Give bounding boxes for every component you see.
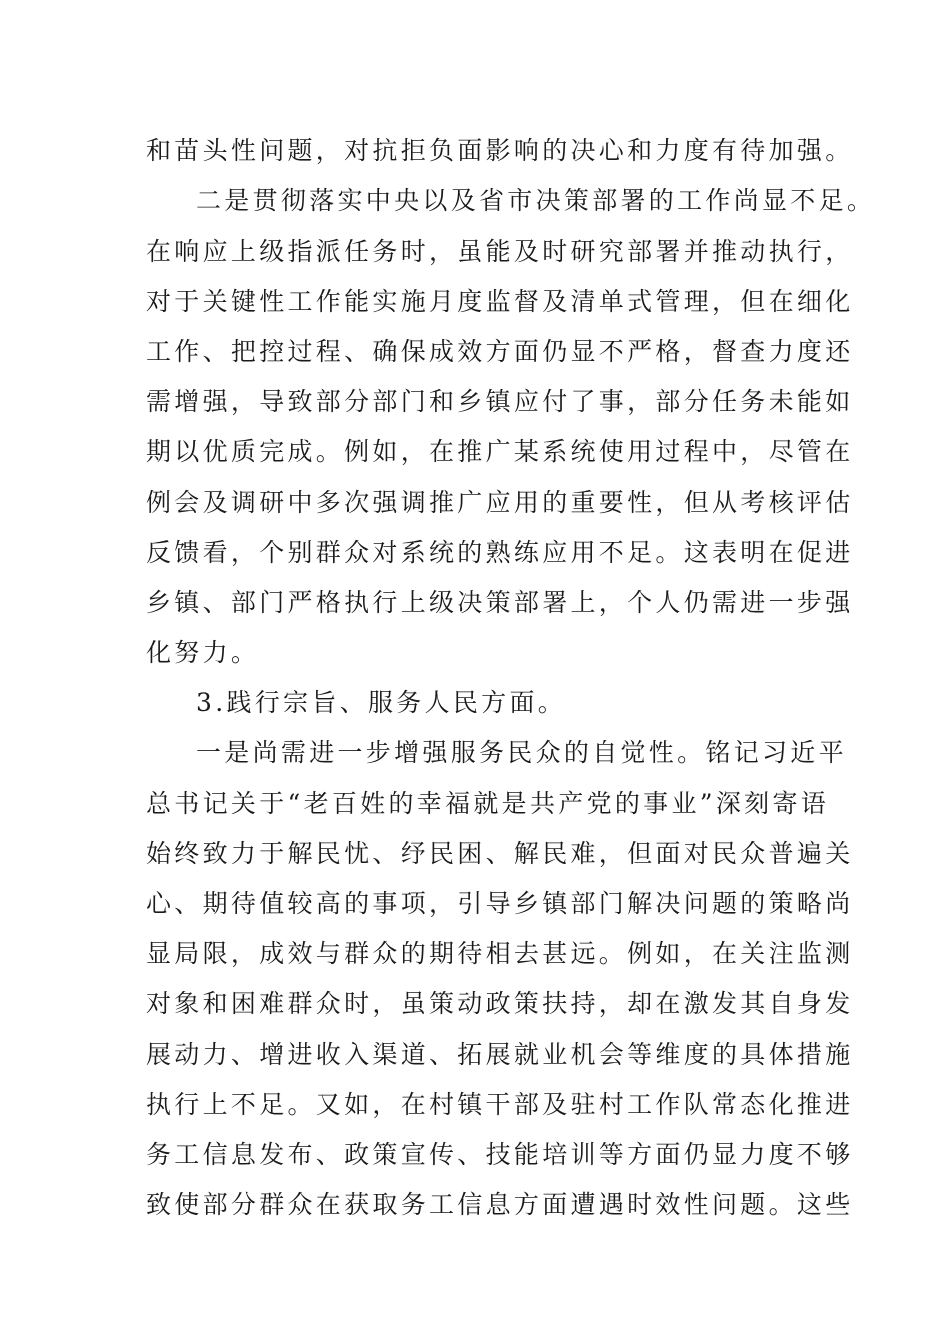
paragraph-3-line-7: 展动力、增进收入渠道、拓展就业机会等维度的具体措施 (146, 1040, 854, 1069)
section-heading: 3.践行宗旨、服务人民方面。 (196, 688, 567, 717)
paragraph-3-line-5: 显局限，成效与群众的期待相去甚远。例如，在关注监测 (146, 939, 854, 968)
paragraph-3-line-4: 心、期待值较高的事项，引导乡镇部门解决问题的策略尚 (146, 889, 854, 918)
paragraph-3-line-2: 总书记关于“老百姓的幸福就是共产党的事业”深刻寄语 (146, 789, 830, 818)
paragraph-2-line-8: 反馈看，个别群众对系统的熟练应用不足。这表明在促进 (146, 538, 854, 567)
paragraph-3-line-10: 致使部分群众在获取务工信息方面遭遇时效性问题。这些 (146, 1190, 854, 1219)
paragraph-2-line-1: 二是贯彻落实中央以及省市决策部署的工作尚显不足。 (196, 186, 876, 215)
paragraph-3-line-6: 对象和困难群众时，虽策动政策扶持，却在激发其自身发 (146, 989, 854, 1018)
paragraph-2-line-4: 工作、把控过程、确保成效方面仍显不严格，督查力度还 (146, 337, 854, 366)
paragraph-3-line-1: 一是尚需进一步增强服务民众的自觉性。铭记习近平 (196, 738, 847, 767)
paragraph-2-line-5: 需增强，导致部分部门和乡镇应付了事，部分任务未能如 (146, 387, 854, 416)
paragraph-2-line-10: 化努力。 (146, 638, 260, 667)
paragraph-3-line-3: 始终致力于解民忧、纾民困、解民难，但面对民众普遍关 (146, 839, 854, 868)
text-line-1: 和苗头性问题，对抗拒负面影响的决心和力度有待加强。 (146, 136, 854, 165)
paragraph-2-line-3: 对于关键性工作能实施月度监督及清单式管理，但在细化 (146, 287, 854, 316)
paragraph-3-line-8: 执行上不足。又如，在村镇干部及驻村工作队常态化推进 (146, 1090, 854, 1119)
paragraph-3-line-9: 务工信息发布、政策宣传、技能培训等方面仍显力度不够 (146, 1140, 854, 1169)
paragraph-2-line-9: 乡镇、部门严格执行上级决策部署上，个人仍需进一步强 (146, 588, 854, 617)
paragraph-2-line-7: 例会及调研中多次强调推广应用的重要性，但从考核评估 (146, 488, 854, 517)
paragraph-2-line-6: 期以优质完成。例如，在推广某系统使用过程中，尽管在 (146, 437, 854, 466)
paragraph-2-line-2: 在响应上级指派任务时，虽能及时研究部署并推动执行， (146, 237, 854, 266)
